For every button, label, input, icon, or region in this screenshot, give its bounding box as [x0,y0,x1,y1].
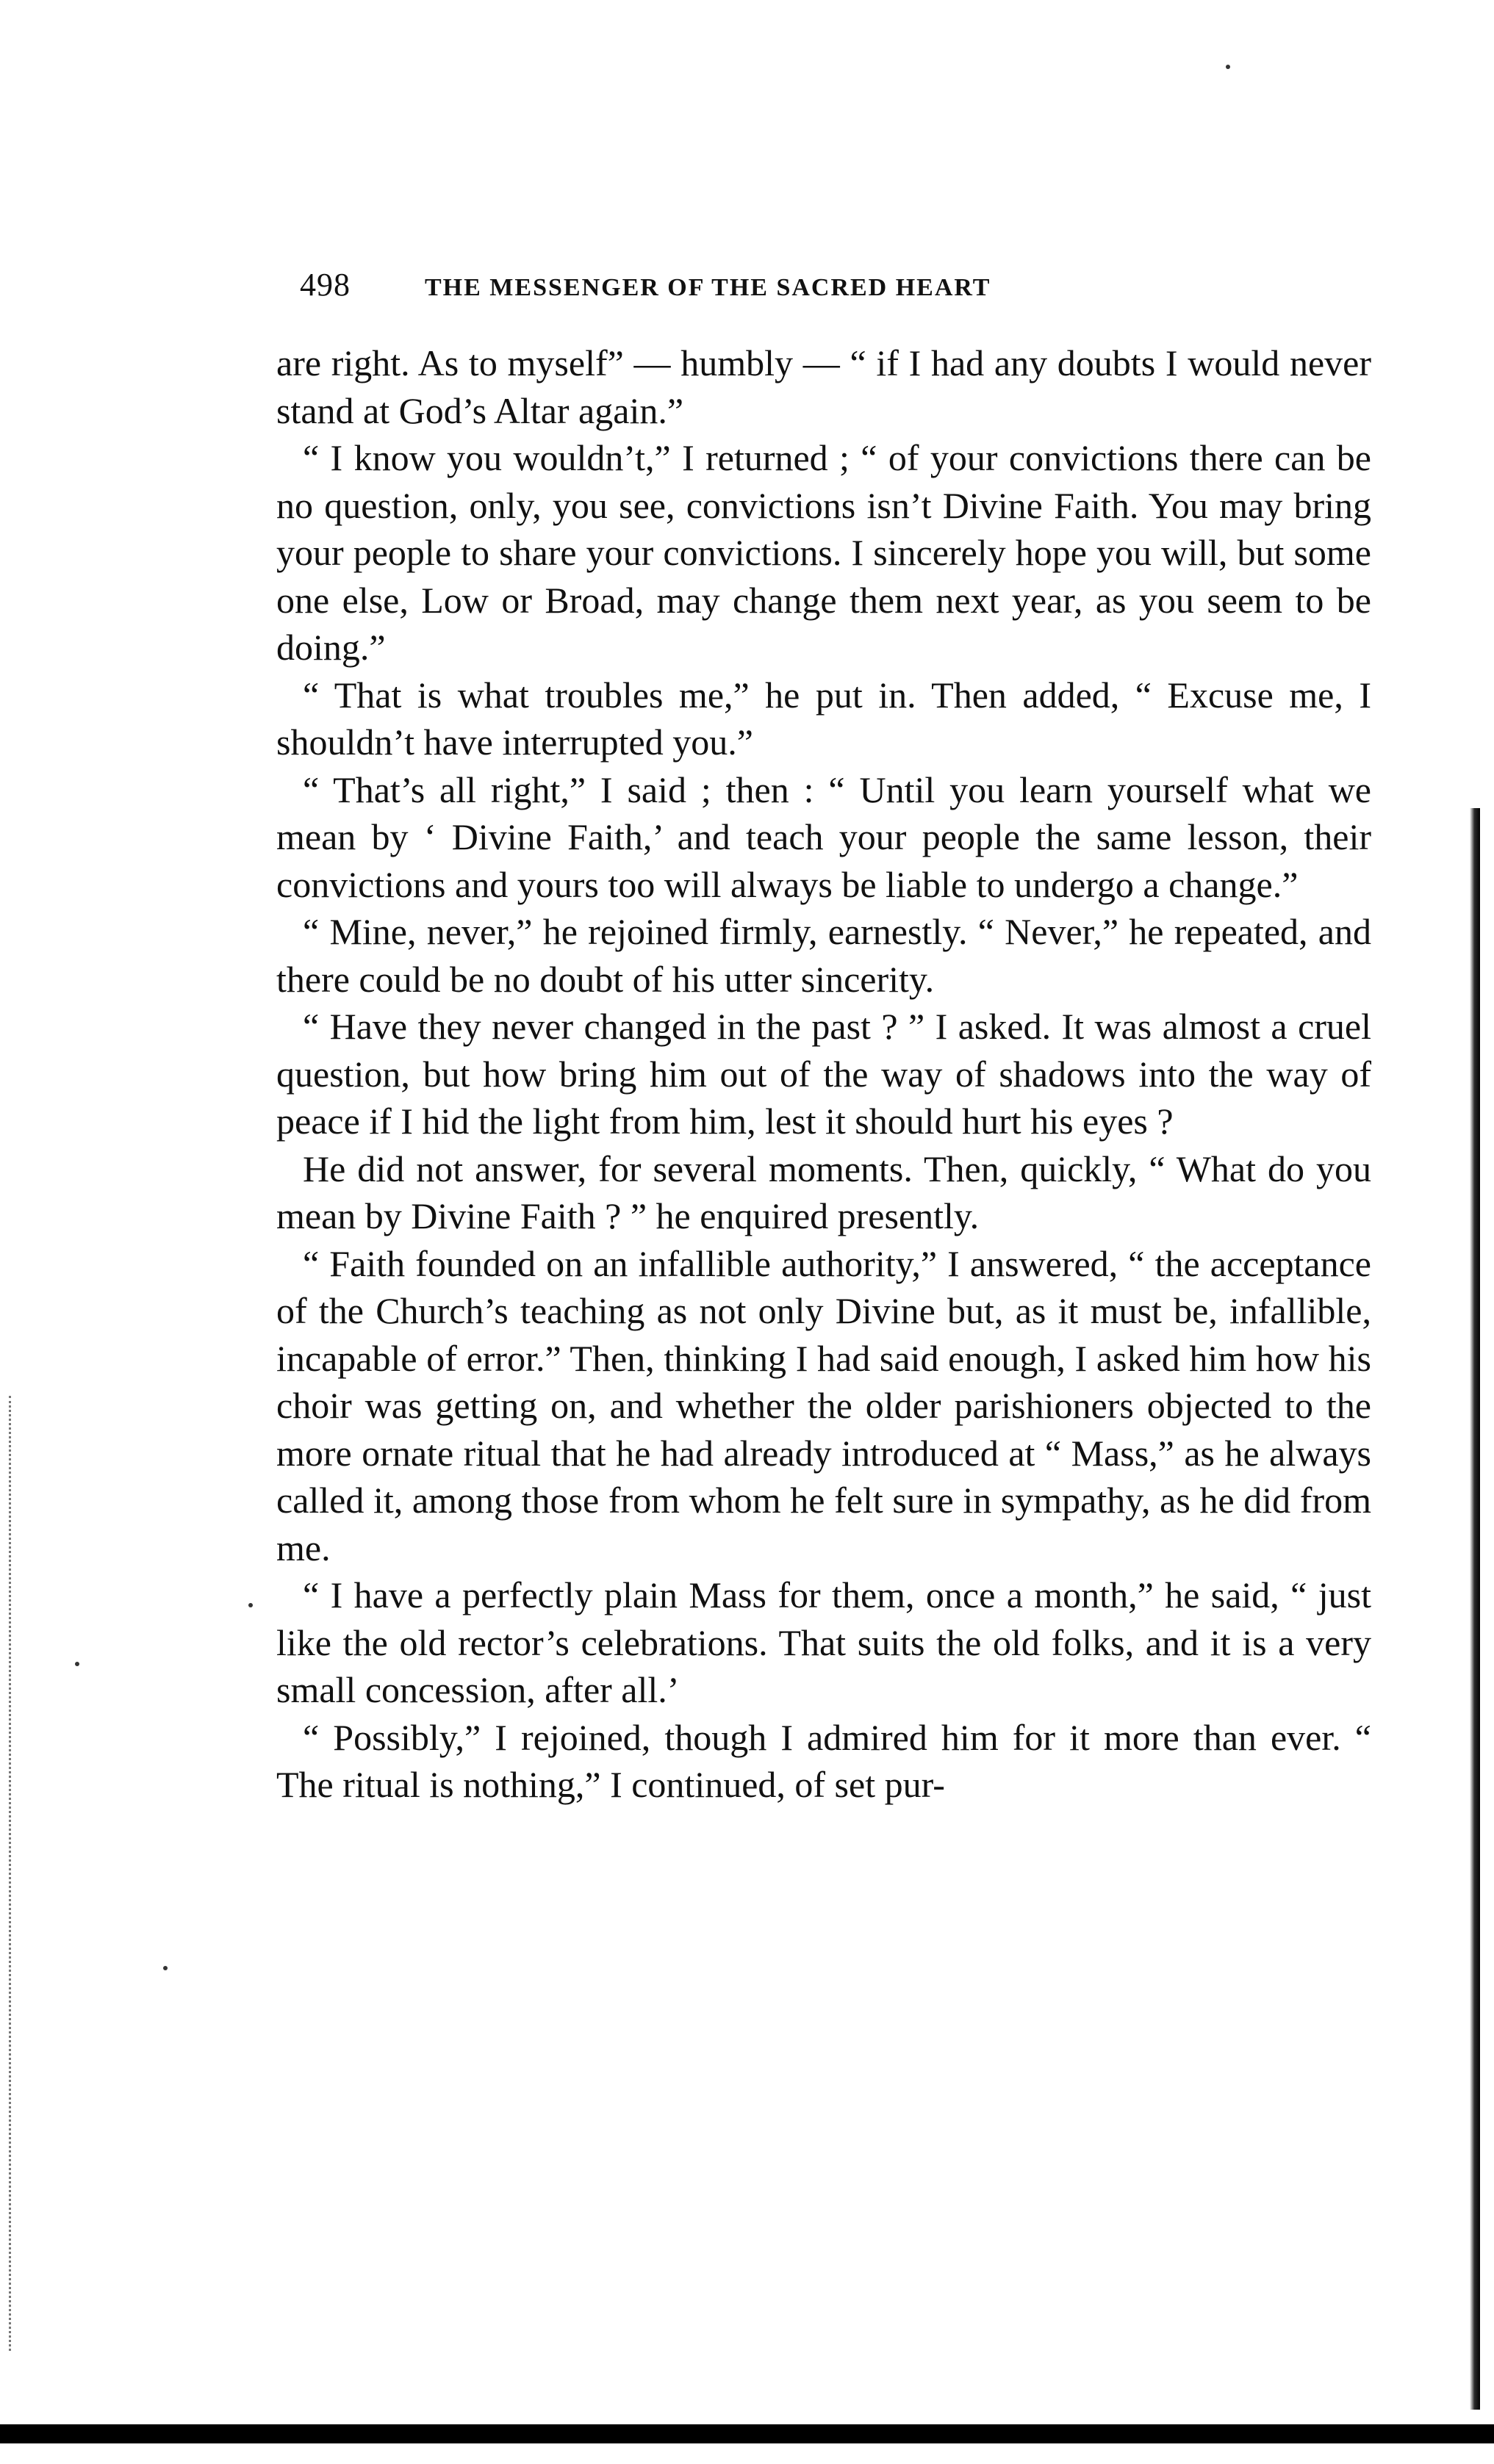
scan-bottom-edge-shadow [0,2424,1494,2443]
scan-left-margin-noise [9,1396,18,2351]
body-text [276,339,1371,1809]
scan-speck [163,1966,168,1970]
paragraph: “ Have they never changed in the past ? ” I asked. It was almost a cruel question, but how bring him out of the way of shadows into the way of peace if I hid the light from him, lest it should hurt his eyes ? [276,1006,1371,1142]
scan-right-edge-shadow [1470,808,1480,2410]
scan-speck [248,1603,253,1607]
paragraph: “ That’s all right,” I said ; then : “ Until you learn yourself what we mean by ‘ Divine Faith,’ and teach your people the same lesson, their convictions and yours too will always be liable to undergo a change.” [276,768,1371,905]
paragraph: “ I know you wouldn’t,” I returned ; “ of your convictions there can be no question, only, you see, convictions isn’t Divine Faith. You may bring your people to share your convictions. I sincerely hope you will, but some one else, Low or Broad, may change them next year, as you seem to be doing.” [276,437,1371,668]
scan-speck [75,1662,79,1666]
page-header [300,266,1387,310]
running-title: THE MESSENGER OF THE SACRED HEART [425,274,991,301]
paragraph: “ I have a perfectly plain Mass for them, once a month,” he said, “ just like the old rector’s celebrations. That suits the old folks, and it is a very small concession, after all.’ [276,1574,1371,1710]
scan-speck [1226,65,1230,69]
paragraph: “ Faith founded on an infallible authority,” I answered, “ the acceptance of the Church’s teaching as not only Divine but, as it must be, infallible, incapable of error.” Then, thinking I had said enough, I asked him how his choir was getting on, and whether the older parishioners objected to the more ornate ritual that he had already introduced at “ Mass,” as he always called it, among those from whom he felt sure in sympathy, as he did from me. [276,1242,1371,1568]
paragraph: “ Possibly,” I rejoined, though I admired him for it more than ever. “ The ritual is nothing,” I continued, of set pur- [276,1716,1371,1805]
paragraph: “ That is what troubles me,” he put in. Then added, “ Excuse me, I shouldn’t have interrupted you.” [276,674,1371,763]
paragraph: “ Mine, never,” he rejoined firmly, earnestly. “ Never,” he repeated, and there could be no doubt of his utter sincerity. [276,911,1371,1000]
paragraph: He did not answer, for several moments. Then, quickly, “ What do you mean by Divine Faith ? ” he enquired presently. [276,1148,1371,1236]
page-number: 498 [300,267,351,303]
paragraph: are right. As to myself” — humbly — “ if I had any doubts I would never stand at God’s Altar again.” [276,342,1371,431]
